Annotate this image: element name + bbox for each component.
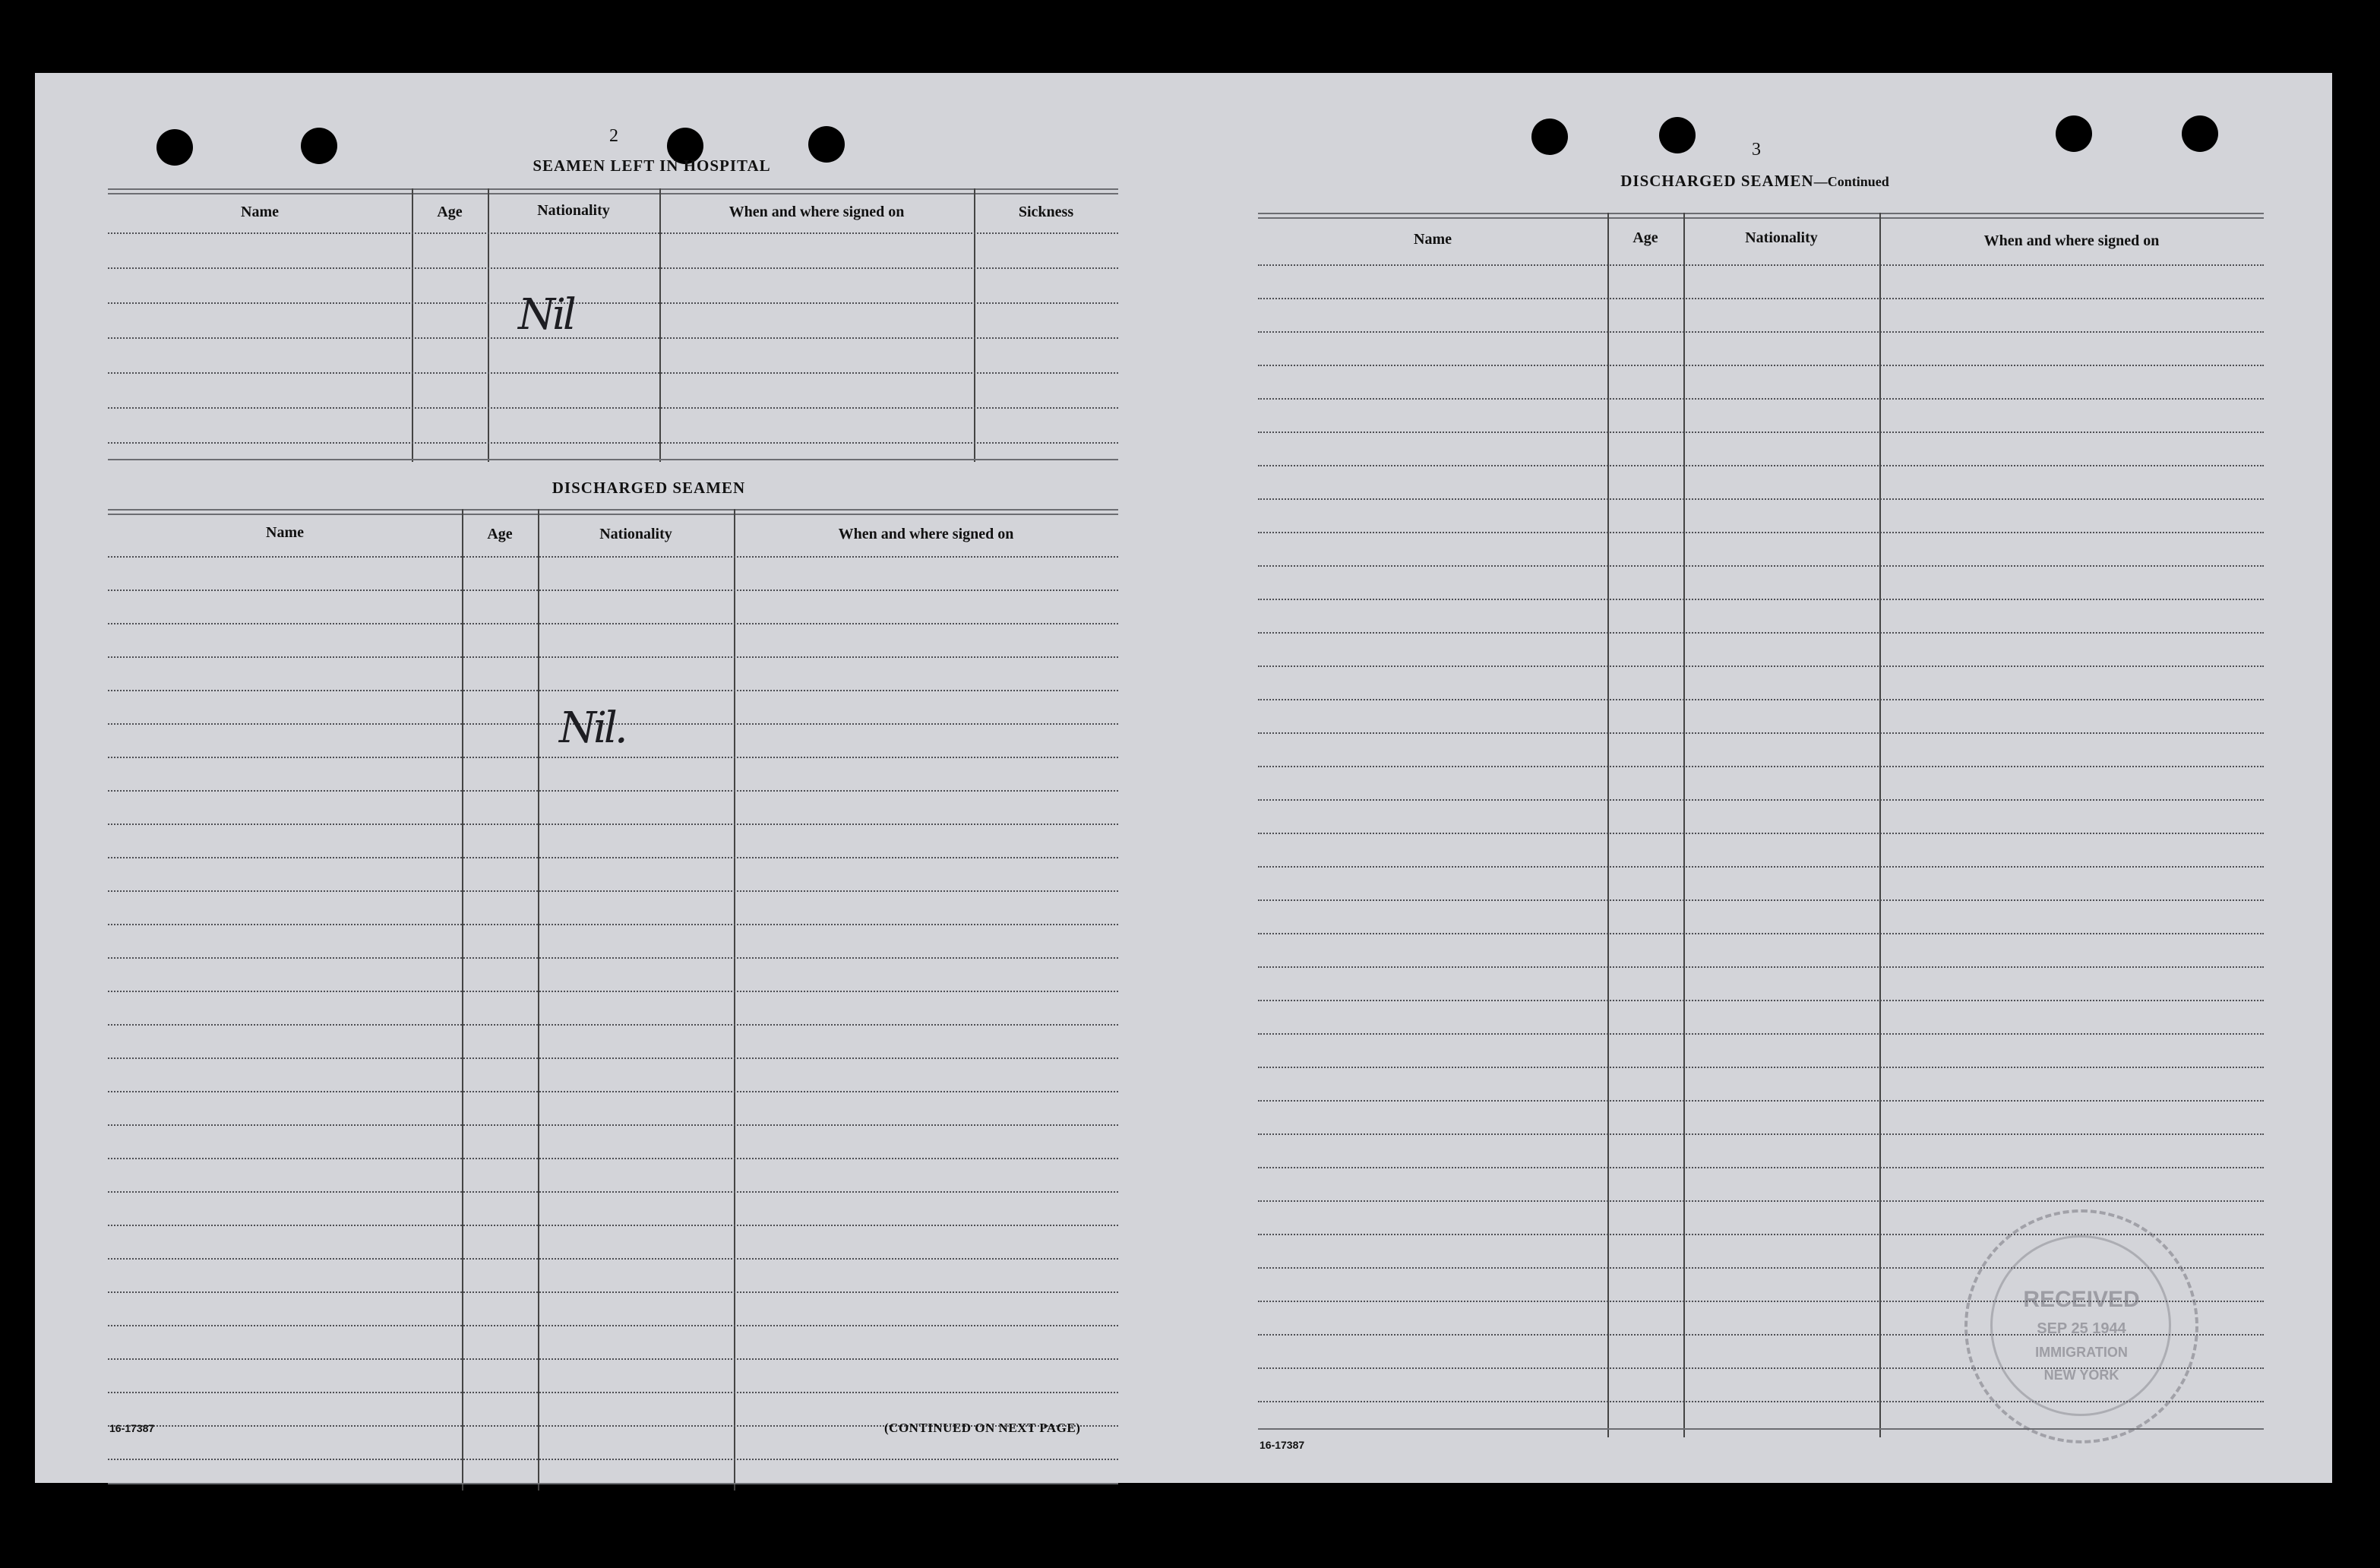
- binder-hole: [2056, 115, 2092, 152]
- discharged-continued-title: [1557, 172, 1952, 191]
- column-header-name: Name: [266, 524, 304, 541]
- handwritten-nil: Nil.: [559, 703, 625, 753]
- continued-note: (CONTINUED ON NEXT PAGE): [884, 1421, 1081, 1435]
- title-main: DISCHARGED SEAMEN: [1620, 172, 1814, 190]
- handwritten-nil: Nil: [518, 290, 574, 340]
- binder-hole: [1659, 117, 1696, 153]
- received-stamp: RECEIVED SEP 25 1944 IMMIGRATION NEW YORK: [1964, 1209, 2198, 1443]
- column-header-nationality: Nationality: [599, 526, 672, 542]
- page-number: 3: [1752, 140, 1761, 160]
- column-header-nationality: Nationality: [1745, 229, 1818, 246]
- column-header-nationality: Nationality: [537, 202, 610, 219]
- document-sheet: [35, 73, 2332, 1483]
- column-header-age: Age: [437, 204, 463, 220]
- form-number: 16-17387: [109, 1422, 155, 1434]
- column-header-age: Age: [1632, 229, 1658, 246]
- hospital-section-title: SEAMEN LEFT IN HOSPITAL: [533, 156, 771, 175]
- page-number: 2: [609, 126, 618, 146]
- column-header-sickness: Sickness: [1018, 204, 1074, 220]
- column-header-age: Age: [487, 526, 513, 542]
- binder-hole: [301, 128, 337, 164]
- binder-hole: [156, 129, 193, 166]
- binder-hole: [1531, 119, 1568, 155]
- hospital-table: [108, 188, 1118, 462]
- form-number: 16-17387: [1260, 1439, 1305, 1451]
- discharged-section-title: DISCHARGED SEAMEN: [552, 479, 746, 497]
- column-header-when-where: When and where signed on: [1983, 232, 2160, 249]
- column-header-when-where: When and where signed on: [729, 204, 905, 220]
- title-suffix: —Continued: [1813, 174, 1889, 189]
- column-header-when-where: When and where signed on: [838, 526, 1014, 542]
- column-header-name: Name: [241, 204, 279, 220]
- discharged-table: [108, 509, 1118, 1491]
- column-header-name: Name: [1414, 231, 1452, 248]
- binder-hole: [2182, 115, 2218, 152]
